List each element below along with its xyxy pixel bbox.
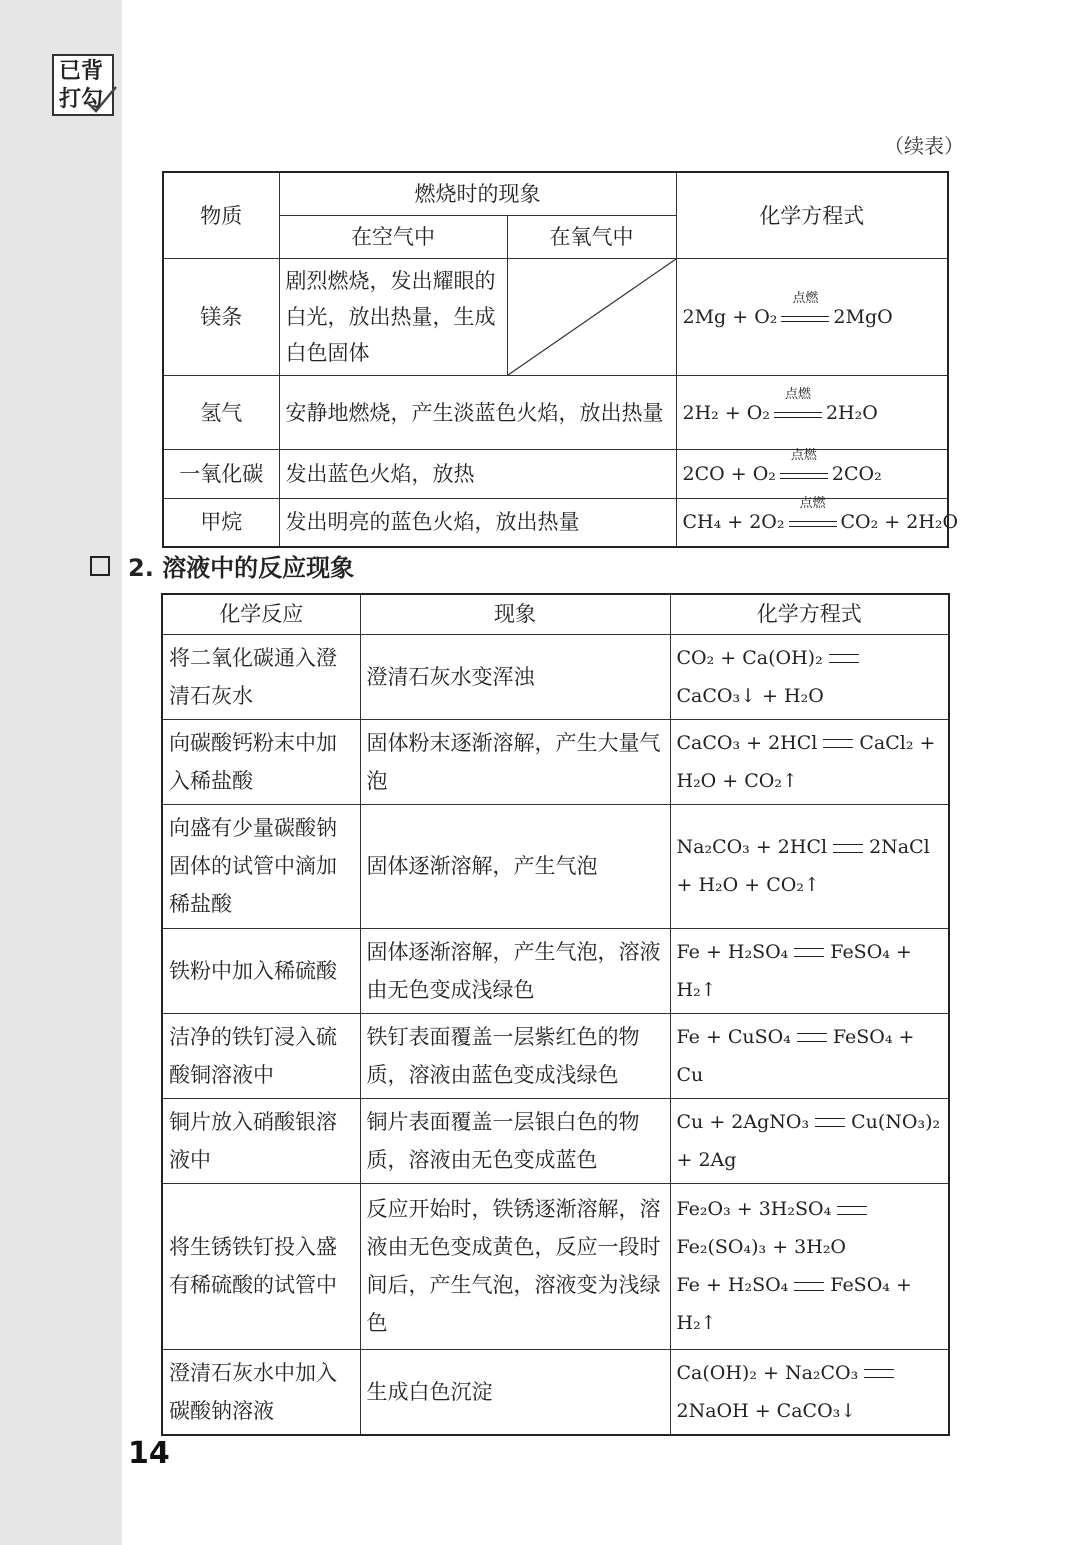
reaction-cell: 将二氧化碳通入澄清石灰水 <box>162 634 360 719</box>
header-equation: 化学方程式 <box>676 172 948 259</box>
equation-cell <box>670 1183 949 1349</box>
eq-left: 2CO + O₂ <box>682 463 776 485</box>
equation-line-1 <box>677 1190 943 1266</box>
eq-left: Fe + H₂SO₄ <box>676 940 789 963</box>
eq-right: Cu(NO₃)₂ + 2Ag <box>676 1110 941 1171</box>
eq-left: Ca(OH)₂ + Na₂CO₃ <box>676 1361 859 1384</box>
equals-sign <box>864 1369 894 1378</box>
header-reaction: 化学反应 <box>162 594 360 634</box>
eq-right: 2CO₂ <box>831 463 882 485</box>
equals-sign <box>829 654 859 663</box>
equation-cell <box>670 634 949 719</box>
equation-cell <box>670 1013 949 1098</box>
header-equation: 化学方程式 <box>670 594 949 634</box>
eq-right: CO₂ + 2H₂O <box>840 511 959 534</box>
condition-label: 点燃 <box>792 291 819 306</box>
equals-sign <box>794 948 824 957</box>
eq-left: Fe + CuSO₄ <box>676 1025 791 1048</box>
reaction-cell: 向盛有少量碳酸钠固体的试管中滴加稀盐酸 <box>162 804 360 928</box>
reaction-cell: 向碳酸钙粉末中加入稀盐酸 <box>162 719 360 804</box>
eq-left: CO₂ + Ca(OH)₂ <box>676 646 823 669</box>
substance-cell: 镁条 <box>163 259 279 376</box>
check-icon <box>84 84 118 114</box>
diagonal-line <box>508 259 676 375</box>
reaction-cell: 澄清石灰水中加入碳酸钠溶液 <box>162 1349 360 1435</box>
eq-right: CaCl₂ + H₂O + CO₂↑ <box>676 731 936 792</box>
reaction-arrow <box>789 496 837 535</box>
eq-left: CaCO₃ + 2HCl <box>676 731 818 754</box>
phenomenon-cell: 固体逐渐溶解，产生气泡 <box>360 804 670 928</box>
air-phenomenon-cell: 发出明亮的蓝色火焰，放出热量 <box>279 499 676 547</box>
header-in-oxygen: 在氧气中 <box>507 216 676 259</box>
reaction-arrow <box>774 386 822 426</box>
section-number: 2. <box>128 554 154 582</box>
substance-cell: 氢气 <box>163 376 279 450</box>
phenomenon-cell: 固体逐渐溶解，产生气泡，溶液由无色变成浅绿色 <box>360 928 670 1013</box>
eq-right: FeSO₄ + Cu <box>676 1025 915 1086</box>
phenomenon-cell: 铜片表面覆盖一层银白色的物质，溶液由无色变成蓝色 <box>360 1098 670 1183</box>
equals-sign <box>823 739 853 748</box>
air-phenomenon-cell: 剧烈燃烧，发出耀眼的白光，放出热量，生成白色固体 <box>279 259 507 376</box>
equals-sign <box>837 1206 867 1215</box>
equals-sign <box>794 1282 824 1291</box>
stamp-line1: 已背 <box>59 59 104 84</box>
equation-cell <box>676 496 959 547</box>
equation-line-2 <box>677 1266 943 1342</box>
page-number: 14 <box>128 1436 170 1471</box>
condition-label: 点燃 <box>784 386 811 402</box>
header-phenomenon: 现象 <box>360 594 670 634</box>
eq-right: FeSO₄ + H₂↑ <box>676 940 912 1001</box>
eq-right: 2NaCl + H₂O + CO₂↑ <box>676 836 930 896</box>
eq-right: 2NaOH + CaCO₃↓ <box>676 1399 857 1422</box>
header-in-air: 在空气中 <box>279 216 507 259</box>
phenomenon-cell: 澄清石灰水变浑浊 <box>360 634 670 719</box>
section-title <box>128 548 354 583</box>
phenomenon-cell: 固体粉末逐渐溶解，产生大量气泡 <box>360 719 670 804</box>
continued-label: （续表） <box>884 134 964 158</box>
eq-left: Cu + 2AgNO₃ <box>676 1110 810 1133</box>
reaction-cell: 铜片放入硝酸银溶液中 <box>162 1098 360 1183</box>
section-checkbox[interactable] <box>90 556 110 576</box>
equation-cell <box>670 719 949 804</box>
eq-left: CH₄ + 2O₂ <box>682 511 785 534</box>
equation-cell <box>676 450 948 499</box>
equation-cell <box>670 928 949 1013</box>
eq-left: 2Mg + O₂ <box>682 306 778 328</box>
eq-left: 2H₂ + O₂ <box>682 401 770 424</box>
eq-right: FeSO₄ + H₂↑ <box>676 1274 912 1334</box>
eq-right: Fe₂(SO₄)₃ + 3H₂O <box>676 1236 847 1258</box>
eq-left: Fe + H₂SO₄ <box>676 1274 789 1296</box>
reaction-arrow <box>780 448 828 487</box>
equals-sign <box>797 1033 827 1042</box>
header-substance: 物质 <box>163 172 279 259</box>
condition-label: 点燃 <box>790 448 817 463</box>
phenomenon-cell: 铁钉表面覆盖一层紫红色的物质，溶液由蓝色变成浅绿色 <box>360 1013 670 1098</box>
equation-cell <box>676 259 948 376</box>
eq-left: Na₂CO₃ + 2HCl <box>676 836 828 858</box>
stamp-line2: 打勾 <box>59 87 104 112</box>
air-phenomenon-cell: 发出蓝色火焰，放热 <box>279 450 676 499</box>
equation-cell <box>670 1349 949 1435</box>
reaction-arrow <box>781 291 829 330</box>
phenomenon-cell: 生成白色沉淀 <box>360 1349 670 1435</box>
equals-sign <box>833 844 863 853</box>
substance-cell: 一氧化碳 <box>163 450 279 499</box>
equation-cell <box>670 1098 949 1183</box>
phenomenon-cell: 反应开始时，铁锈逐渐溶解，溶液由无色变成黄色，反应一段时间后，产生气泡，溶液变为浅绿色 <box>360 1183 670 1349</box>
condition-label: 点燃 <box>799 496 826 512</box>
memorized-checkbox-stamp[interactable] <box>52 54 114 116</box>
air-phenomenon-cell: 安静地燃烧，产生淡蓝色火焰，放出热量 <box>279 376 676 450</box>
equation-cell <box>676 376 948 450</box>
combustion-table <box>162 171 959 548</box>
reaction-cell: 铁粉中加入稀硫酸 <box>162 928 360 1013</box>
reaction-cell: 将生锈铁钉投入盛有稀硫酸的试管中 <box>162 1183 360 1349</box>
header-phenomenon: 燃烧时的现象 <box>279 172 676 216</box>
reaction-cell: 洁净的铁钉浸入硫酸铜溶液中 <box>162 1013 360 1098</box>
substance-cell: 甲烷 <box>163 499 279 547</box>
equals-sign <box>815 1118 845 1127</box>
equation-cell <box>670 804 949 928</box>
section-title-text: 溶液中的反应现象 <box>162 554 355 582</box>
eq-right: 2H₂O <box>825 401 878 424</box>
side-strip <box>0 0 122 1545</box>
eq-right: CaCO₃↓ + H₂O <box>676 684 824 707</box>
eq-right: 2MgO <box>833 306 893 328</box>
empty-diagonal-cell <box>507 259 676 376</box>
eq-left: Fe₂O₃ + 3H₂SO₄ <box>676 1198 832 1220</box>
solution-reaction-table <box>161 593 950 1436</box>
